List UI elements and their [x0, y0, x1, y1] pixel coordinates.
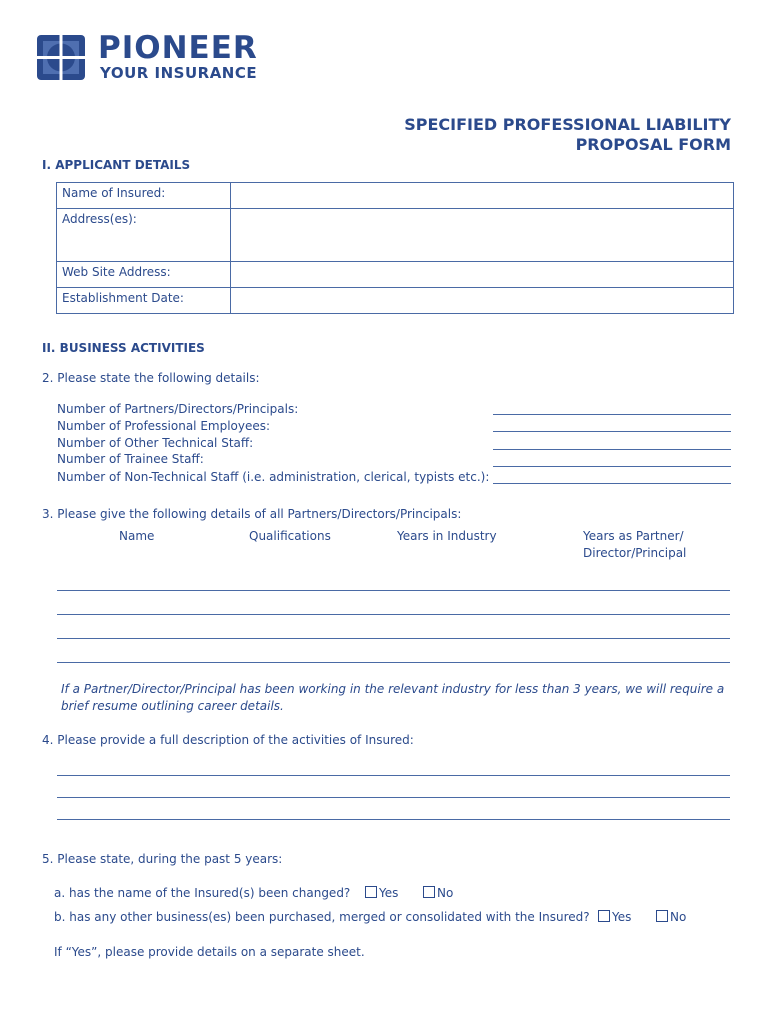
q5b-yes-option[interactable] — [598, 910, 631, 924]
label-addresses: Address(es): — [57, 209, 231, 262]
section-heading-applicant: I. APPLICANT DETAILS — [42, 158, 191, 172]
field-addresses[interactable] — [231, 209, 734, 262]
question-4-text: 4. Please provide a full description of the activities of Insured: — [42, 733, 414, 747]
field-establishment-date[interactable] — [231, 288, 734, 314]
question-5a-text: a. has the name of the Insured(s) been changed? — [54, 886, 351, 900]
pioneer-logo-icon — [37, 35, 85, 80]
partner-entry-line[interactable] — [57, 590, 730, 591]
description-line[interactable] — [57, 797, 730, 798]
form-title-line1: SPECIFIED PROFESSIONAL LIABILITY — [404, 115, 731, 134]
question-3-text: 3. Please give the following details of all Partners/Directors/Principals: — [42, 507, 462, 521]
answer-line-partners[interactable] — [493, 414, 731, 415]
q5a-no-label: No — [437, 886, 454, 900]
q2-item-trainee: Number of Trainee Staff: — [57, 452, 204, 466]
column-header-years-partner-line2: Director/Principal — [583, 546, 687, 560]
answer-line-technical[interactable] — [493, 449, 731, 450]
applicant-details-table — [56, 182, 734, 314]
q5b-yes-checkbox[interactable] — [598, 910, 610, 922]
brand-name: PIONEER — [98, 30, 258, 66]
question-2-text: 2. Please state the following details: — [42, 371, 260, 385]
label-establishment-date: Establishment Date: — [57, 288, 231, 314]
field-web-site-address[interactable] — [231, 262, 734, 288]
answer-line-professional[interactable] — [493, 431, 731, 432]
column-header-name: Name — [119, 529, 155, 543]
q5b-no-checkbox[interactable] — [656, 910, 668, 922]
q2-item-partners: Number of Partners/Directors/Principals: — [57, 402, 299, 416]
q2-item-non-technical: Number of Non-Technical Staff (i.e. administration, clerical, typists etc.): — [57, 470, 490, 484]
q5-footer-note: If “Yes”, please provide details on a separate sheet. — [54, 945, 365, 959]
q5a-no-checkbox[interactable] — [423, 886, 435, 898]
q5a-yes-option[interactable] — [365, 886, 398, 900]
q5b-yes-label: Yes — [612, 910, 632, 924]
partner-entry-line[interactable] — [57, 662, 730, 663]
q5a-no-option[interactable] — [423, 886, 453, 900]
q5a-yes-label: Yes — [379, 886, 399, 900]
q2-item-technical: Number of Other Technical Staff: — [57, 436, 254, 450]
partner-entry-line[interactable] — [57, 638, 730, 639]
field-name-of-insured[interactable] — [231, 183, 734, 209]
q3-note-line2: brief resume outlining career details. — [61, 699, 284, 713]
label-web-site-address: Web Site Address: — [57, 262, 231, 288]
form-title-line2: PROPOSAL FORM — [575, 135, 731, 154]
description-line[interactable] — [57, 819, 730, 820]
q5b-no-label: No — [670, 910, 687, 924]
label-name-of-insured: Name of Insured: — [57, 183, 231, 209]
partner-entry-line[interactable] — [57, 614, 730, 615]
column-header-years-industry: Years in Industry — [397, 529, 497, 543]
column-header-years-partner-line1: Years as Partner/ — [583, 529, 684, 543]
description-line[interactable] — [57, 775, 730, 776]
answer-line-trainee[interactable] — [493, 466, 731, 467]
brand-tagline: YOUR INSURANCE — [100, 64, 258, 82]
q2-item-professional: Number of Professional Employees: — [57, 419, 271, 433]
question-5b-text: b. has any other business(es) been purchased, merged or consolidated with the Insured? — [54, 910, 590, 924]
q5a-yes-checkbox[interactable] — [365, 886, 377, 898]
q5b-no-option[interactable] — [656, 910, 686, 924]
answer-line-non-technical[interactable] — [493, 483, 731, 484]
question-5-text: 5. Please state, during the past 5 years: — [42, 852, 283, 866]
column-header-qualifications: Qualifications — [249, 529, 331, 543]
q3-note-line1: If a Partner/Director/Principal has been working in the relevant industry for less than 3 years, we will require a — [61, 682, 725, 696]
section-heading-business: II. BUSINESS ACTIVITIES — [42, 341, 205, 355]
